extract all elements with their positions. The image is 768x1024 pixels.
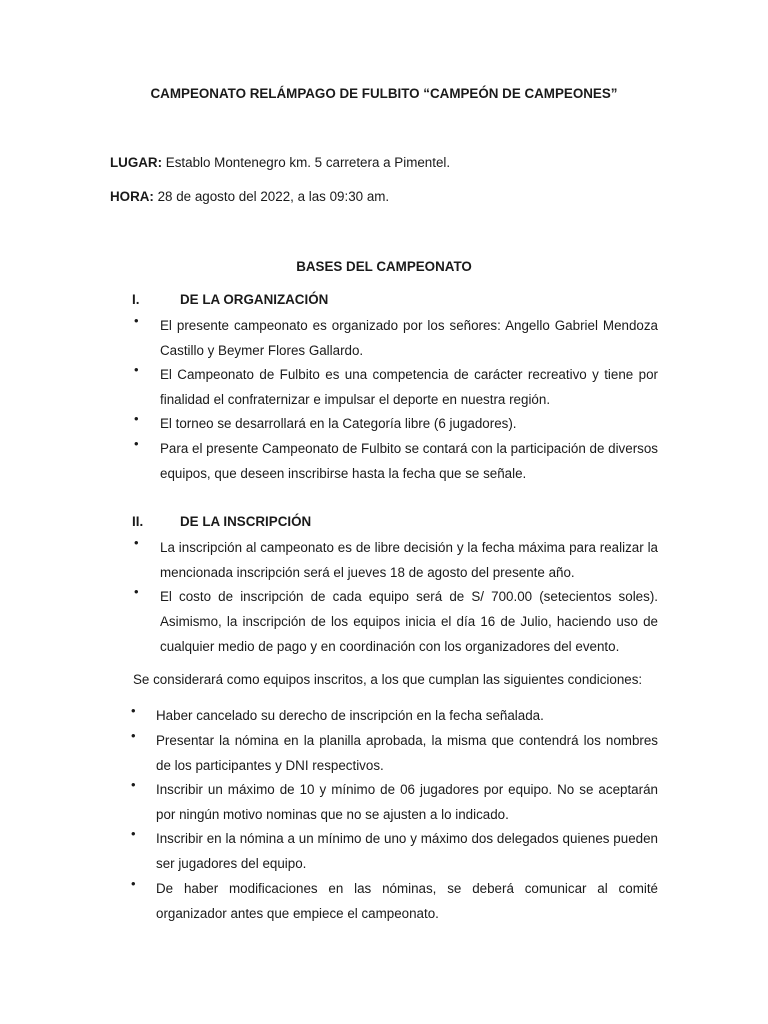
list-item-text: El Campeonato de Fulbito es una competencia de carácter recreativo y tiene por finalidad el confraternizar e impulsar el deporte en nuestra región.	[160, 367, 658, 407]
list-item	[134, 584, 658, 659]
conditions-intro: Se considerará como equipos inscritos, a los que cumplan las siguientes condiciones:	[133, 672, 643, 687]
bullet-icon: •	[131, 728, 136, 743]
bullet-icon: •	[131, 876, 136, 891]
bullet-icon: •	[131, 826, 136, 841]
bullet-icon: •	[134, 535, 139, 550]
bullet-icon: •	[131, 777, 136, 792]
list-item	[131, 728, 658, 778]
lugar-line	[110, 155, 450, 170]
list-item-text: La inscripción al campeonato es de libre decisión y la fecha máxima para realizar la mencionada inscripción será el jueves 18 de agosto del presente año.	[160, 540, 658, 580]
bullet-icon: •	[134, 362, 139, 377]
list-item	[131, 777, 658, 827]
list-item	[131, 826, 658, 876]
list-item	[134, 313, 658, 363]
list-item	[131, 703, 658, 728]
list-item	[134, 535, 658, 585]
section-number: II.	[132, 514, 144, 529]
hora-value: 28 de agosto del 2022, a las 09:30 am.	[153, 189, 390, 204]
section-organizacion-heading	[132, 292, 328, 307]
list-item-text: El presente campeonato es organizado por los señores: Angello Gabriel Mendoza Castillo y Beymer Flores Gallardo.	[160, 318, 658, 358]
list-item	[134, 436, 658, 486]
list-item-text: Para el presente Campeonato de Fulbito se contará con la participación de diversos equipos, que deseen inscribirse hasta la fecha que se señale.	[160, 441, 658, 481]
lugar-value: Establo Montenegro km. 5 carretera a Pimentel.	[162, 155, 451, 170]
list-item-text: Inscribir un máximo de 10 y mínimo de 06 jugadores por equipo. No se aceptarán por ningún motivo nominas que no se ajusten a lo indicado.	[156, 782, 658, 822]
list-item	[131, 876, 658, 926]
list-item-text: El torneo se desarrollará en la Categoría libre (6 jugadores).	[160, 416, 517, 431]
lugar-label: LUGAR:	[110, 155, 163, 170]
list-item	[134, 411, 658, 436]
document-title: CAMPEONATO RELÁMPAGO DE FULBITO “CAMPEÓN DE CAMPEONES”	[150, 86, 618, 101]
section-number: I.	[132, 292, 140, 307]
list-item-text: El costo de inscripción de cada equipo será de S/ 700.00 (setecientos soles). Asimismo, la inscripción de los equipos inicia el día 16 de Julio, haciendo uso de cualquier medio de pago y en coordinación con los organizadores del evento.	[160, 589, 658, 654]
list-item-text: De haber modificaciones en las nóminas, se deberá comunicar al comité organizador antes que empiece el campeonato.	[156, 881, 658, 921]
bases-heading: BASES DEL CAMPEONATO	[296, 259, 472, 274]
section-inscripcion-heading	[132, 514, 311, 529]
list-item-text: Inscribir en la nómina a un mínimo de uno y máximo dos delegados quienes pueden ser jugadores del equipo.	[156, 831, 658, 871]
list-item-text: Haber cancelado su derecho de inscripción en la fecha señalada.	[156, 708, 544, 723]
bullet-icon: •	[134, 313, 139, 328]
hora-label: HORA:	[110, 189, 154, 204]
section-title: DE LA ORGANIZACIÓN	[180, 292, 329, 307]
bullet-icon: •	[131, 703, 136, 718]
section-title: DE LA INSCRIPCIÓN	[180, 514, 312, 529]
list-item-text: Presentar la nómina en la planilla aprobada, la misma que contendrá los nombres de los participantes y DNI respectivos.	[156, 733, 658, 773]
hora-line	[110, 189, 389, 204]
bullet-icon: •	[134, 436, 139, 451]
list-item	[134, 362, 658, 412]
bullet-icon: •	[134, 411, 139, 426]
bullet-icon: •	[134, 584, 139, 599]
